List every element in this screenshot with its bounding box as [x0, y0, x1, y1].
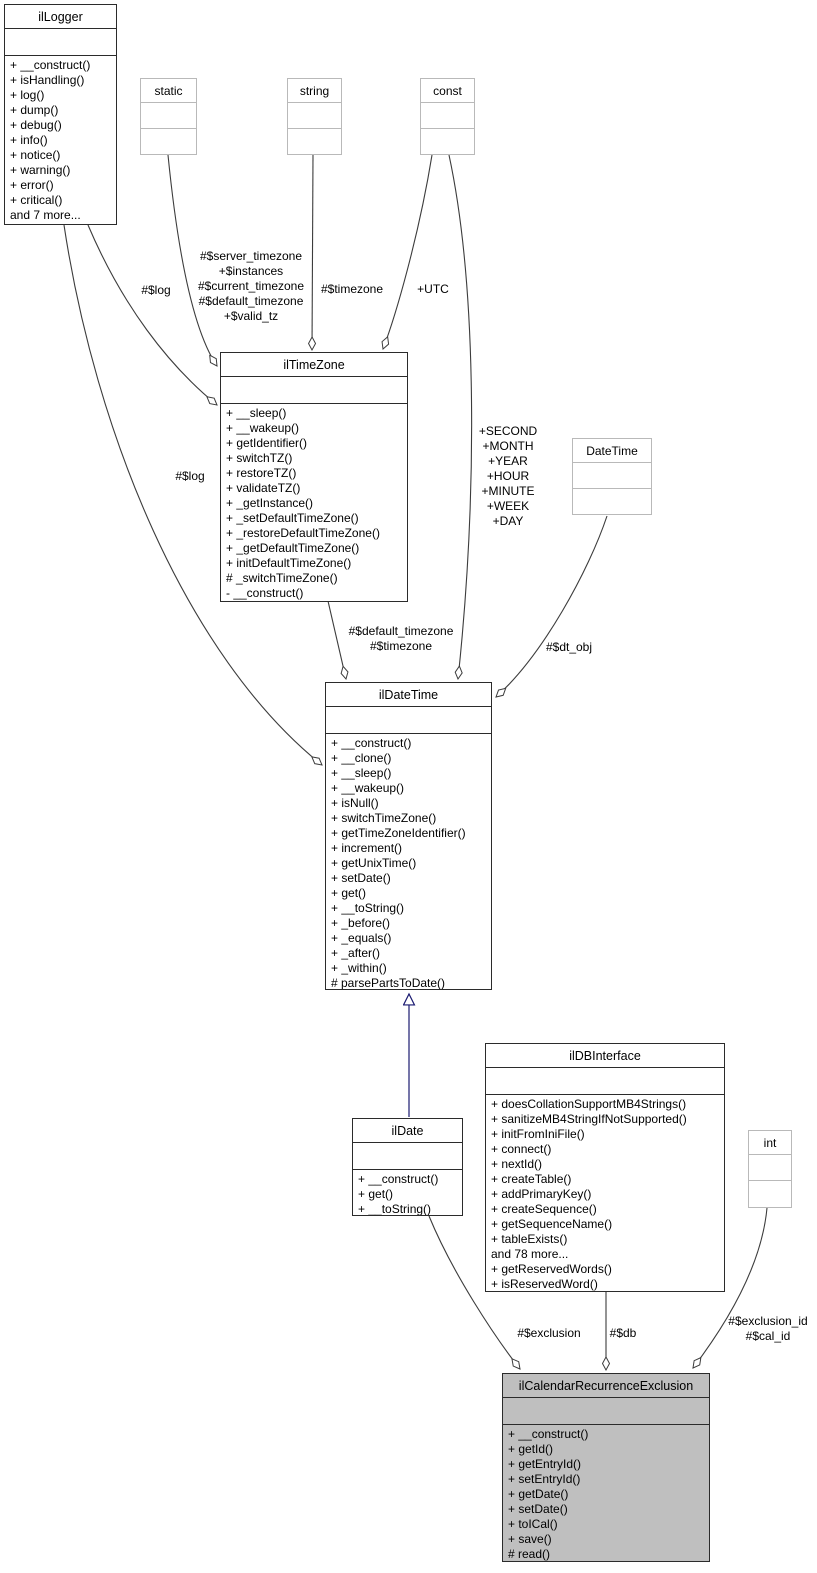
method-row: # parsePartsToDate()	[331, 976, 446, 990]
method-row: + __toString()	[331, 901, 405, 915]
type-title: static	[141, 79, 196, 103]
type-methods-empty	[749, 1181, 791, 1206]
edge-label-ildbinterface-to-exclusion: #$db	[609, 1326, 637, 1340]
type-methods-empty	[141, 129, 196, 154]
method-row: + setDate()	[331, 871, 391, 885]
method-row: + getIdentifier()	[226, 436, 308, 450]
edge-label-static-to-iltimezone	[198, 249, 304, 324]
method-row: + setEntryId()	[508, 1472, 581, 1486]
method-row: + critical()	[10, 193, 63, 207]
method-row: + setDate()	[508, 1502, 568, 1516]
class-title: ilLogger	[5, 5, 116, 29]
class-methods	[503, 1425, 709, 1562]
edge-label-datetime-to-ildatetime: #$dt_obj	[545, 640, 593, 654]
edge-label-log-to-ildatetime: #$log	[175, 469, 205, 483]
method-row: + doesCollationSupportMB4Strings()	[491, 1097, 687, 1111]
method-row: + __wakeup()	[331, 781, 405, 795]
type-attributes-empty	[288, 103, 341, 129]
class-attributes-empty	[221, 377, 407, 404]
class-title: ilDBInterface	[486, 1044, 724, 1068]
edge-datetime-ildatetime	[496, 516, 607, 697]
class-box-ildatetime[interactable]	[325, 682, 492, 990]
method-row: + increment()	[331, 841, 403, 855]
edge-label-line: +YEAR	[488, 454, 528, 468]
edge-label-line: +SECOND	[478, 424, 538, 438]
method-row: + nextId()	[491, 1157, 543, 1171]
type-box-int	[748, 1130, 792, 1208]
edge-const-ildatetime	[449, 155, 472, 679]
method-row: + switchTZ()	[226, 451, 293, 465]
method-row: + getReservedWords()	[491, 1262, 612, 1276]
class-box-ildate[interactable]	[352, 1118, 463, 1216]
method-row: + _setDefaultTimeZone()	[226, 511, 359, 525]
method-row: + isNull()	[331, 796, 379, 810]
edge-iltimezone-ildatetime	[328, 601, 346, 679]
edge-label-line: +$valid_tz	[223, 309, 279, 323]
method-row: + getDate()	[508, 1487, 569, 1501]
type-title: int	[749, 1131, 791, 1155]
edge-label-const-to-ildatetime	[479, 424, 537, 529]
class-box-iltimezone[interactable]	[220, 352, 408, 602]
class-attributes-empty	[503, 1398, 709, 1425]
method-row: + __sleep()	[226, 406, 287, 420]
method-row: + toICal()	[508, 1517, 558, 1531]
method-row: + debug()	[10, 118, 62, 132]
edge-label-int-to-exclusion	[728, 1314, 807, 1344]
class-methods	[353, 1170, 462, 1216]
method-row: + isReservedWord()	[491, 1277, 598, 1291]
method-row: + tableExists()	[491, 1232, 568, 1246]
edge-label-line: +HOUR	[486, 469, 530, 483]
type-methods-empty	[573, 489, 651, 514]
edge-label-line: #$cal_id	[745, 1329, 791, 1343]
method-row: + getSequenceName()	[491, 1217, 613, 1231]
method-row: + __construct()	[10, 58, 91, 72]
method-row: + __construct()	[331, 736, 412, 750]
edge-label-line: +MINUTE	[481, 484, 535, 498]
class-title: ilTimeZone	[221, 353, 407, 377]
type-box-string	[287, 78, 342, 155]
method-row: + get()	[331, 886, 367, 900]
method-row: + createSequence()	[491, 1202, 597, 1216]
class-methods	[486, 1095, 724, 1292]
type-box-const	[420, 78, 475, 155]
class-attributes-empty	[486, 1068, 724, 1095]
method-row: + get()	[358, 1187, 394, 1201]
method-row: and 78 more...	[491, 1247, 569, 1261]
edge-label-line: #$current_timezone	[197, 279, 305, 293]
method-row: + validateTZ()	[226, 481, 301, 495]
type-title: const	[421, 79, 474, 103]
method-row: # _switchTimeZone()	[226, 571, 338, 585]
class-attributes-empty	[353, 1143, 462, 1170]
edge-string-iltimezone	[312, 155, 313, 350]
edge-label-log-to-iltimezone: #$log	[141, 283, 171, 297]
class-title: ilDateTime	[326, 683, 491, 707]
edge-label-line: #$default_timezone	[348, 624, 454, 638]
class-title: ilDate	[353, 1119, 462, 1143]
type-methods-empty	[421, 129, 474, 154]
class-box-ildbinterface[interactable]	[485, 1043, 725, 1292]
method-row: + _equals()	[331, 931, 392, 945]
type-attributes-empty	[573, 463, 651, 489]
type-box-static	[140, 78, 197, 155]
edge-label-line: #$timezone	[369, 639, 433, 653]
method-row: + error()	[10, 178, 54, 192]
method-row: + getTimeZoneIdentifier()	[331, 826, 466, 840]
method-row: + isHandling()	[10, 73, 85, 87]
edge-label-line: +WEEK	[486, 499, 530, 513]
edge-label-line: +$instances	[218, 264, 284, 278]
method-row: + _restoreDefaultTimeZone()	[226, 526, 380, 540]
method-row: + connect()	[491, 1142, 552, 1156]
method-row: + __construct()	[358, 1172, 439, 1186]
method-row: + _after()	[331, 946, 381, 960]
type-attributes-empty	[141, 103, 196, 129]
method-row: + restoreTZ()	[226, 466, 297, 480]
method-row: - __construct()	[226, 586, 304, 600]
type-attributes-empty	[749, 1155, 791, 1181]
method-row: + notice()	[10, 148, 61, 162]
edge-label-string-to-iltimezone: #$timezone	[320, 282, 384, 296]
edge-label-line: #$default_timezone	[198, 294, 304, 308]
method-row: # read()	[508, 1547, 551, 1561]
method-row: + getId()	[508, 1442, 554, 1456]
class-attributes-empty	[326, 707, 491, 734]
method-row: + __wakeup()	[226, 421, 300, 435]
type-attributes-empty	[421, 103, 474, 129]
edge-label-line: +DAY	[492, 514, 524, 528]
method-row: + _getDefaultTimeZone()	[226, 541, 360, 555]
method-row: + _before()	[331, 916, 391, 930]
method-row: + __toString()	[358, 1202, 432, 1216]
class-methods	[5, 56, 116, 223]
class-title: ilCalendarRecurrenceExclusion	[503, 1374, 709, 1398]
method-row: + sanitizeMB4StringIfNotSupported()	[491, 1112, 687, 1126]
method-row: + addPrimaryKey()	[491, 1187, 592, 1201]
method-row: + initDefaultTimeZone()	[226, 556, 352, 570]
edge-label-iltimezone-to-ildatetime	[349, 624, 454, 654]
method-row: + __construct()	[508, 1427, 589, 1441]
edge-const-iltimezone	[383, 155, 432, 349]
method-row: + switchTimeZone()	[331, 811, 437, 825]
type-box-datetime	[572, 438, 652, 515]
edge-label-line: +MONTH	[482, 439, 534, 453]
edge-label-line: #$exclusion_id	[728, 1314, 808, 1328]
method-row: + warning()	[10, 163, 71, 177]
method-row: + createTable()	[491, 1172, 572, 1186]
class-methods	[326, 734, 491, 990]
method-row: + __clone()	[331, 751, 392, 765]
class-box-illogger[interactable]	[4, 4, 117, 225]
type-title: DateTime	[573, 439, 651, 463]
class-box-ilcalendarrecurrenceexclusion	[502, 1373, 710, 1562]
method-row: + _within()	[331, 961, 387, 975]
method-row: + log()	[10, 88, 45, 102]
type-methods-empty	[288, 129, 341, 154]
method-row: and 7 more...	[10, 208, 81, 222]
method-row: + save()	[508, 1532, 552, 1546]
method-row: + dump()	[10, 103, 59, 117]
type-title: string	[288, 79, 341, 103]
method-row: + initFromIniFile()	[491, 1127, 585, 1141]
method-row: + getUnixTime()	[331, 856, 417, 870]
class-attributes-empty	[5, 29, 116, 56]
edge-label-ildate-to-exclusion: #$exclusion	[517, 1326, 581, 1340]
method-row: + info()	[10, 133, 48, 147]
class-methods	[221, 404, 407, 601]
method-row: + getEntryId()	[508, 1457, 582, 1471]
edge-label-line: #$server_timezone	[199, 249, 303, 263]
method-row: + _getInstance()	[226, 496, 314, 510]
edge-label-const-to-iltimezone: +UTC	[417, 282, 449, 296]
method-row: + __sleep()	[331, 766, 392, 780]
